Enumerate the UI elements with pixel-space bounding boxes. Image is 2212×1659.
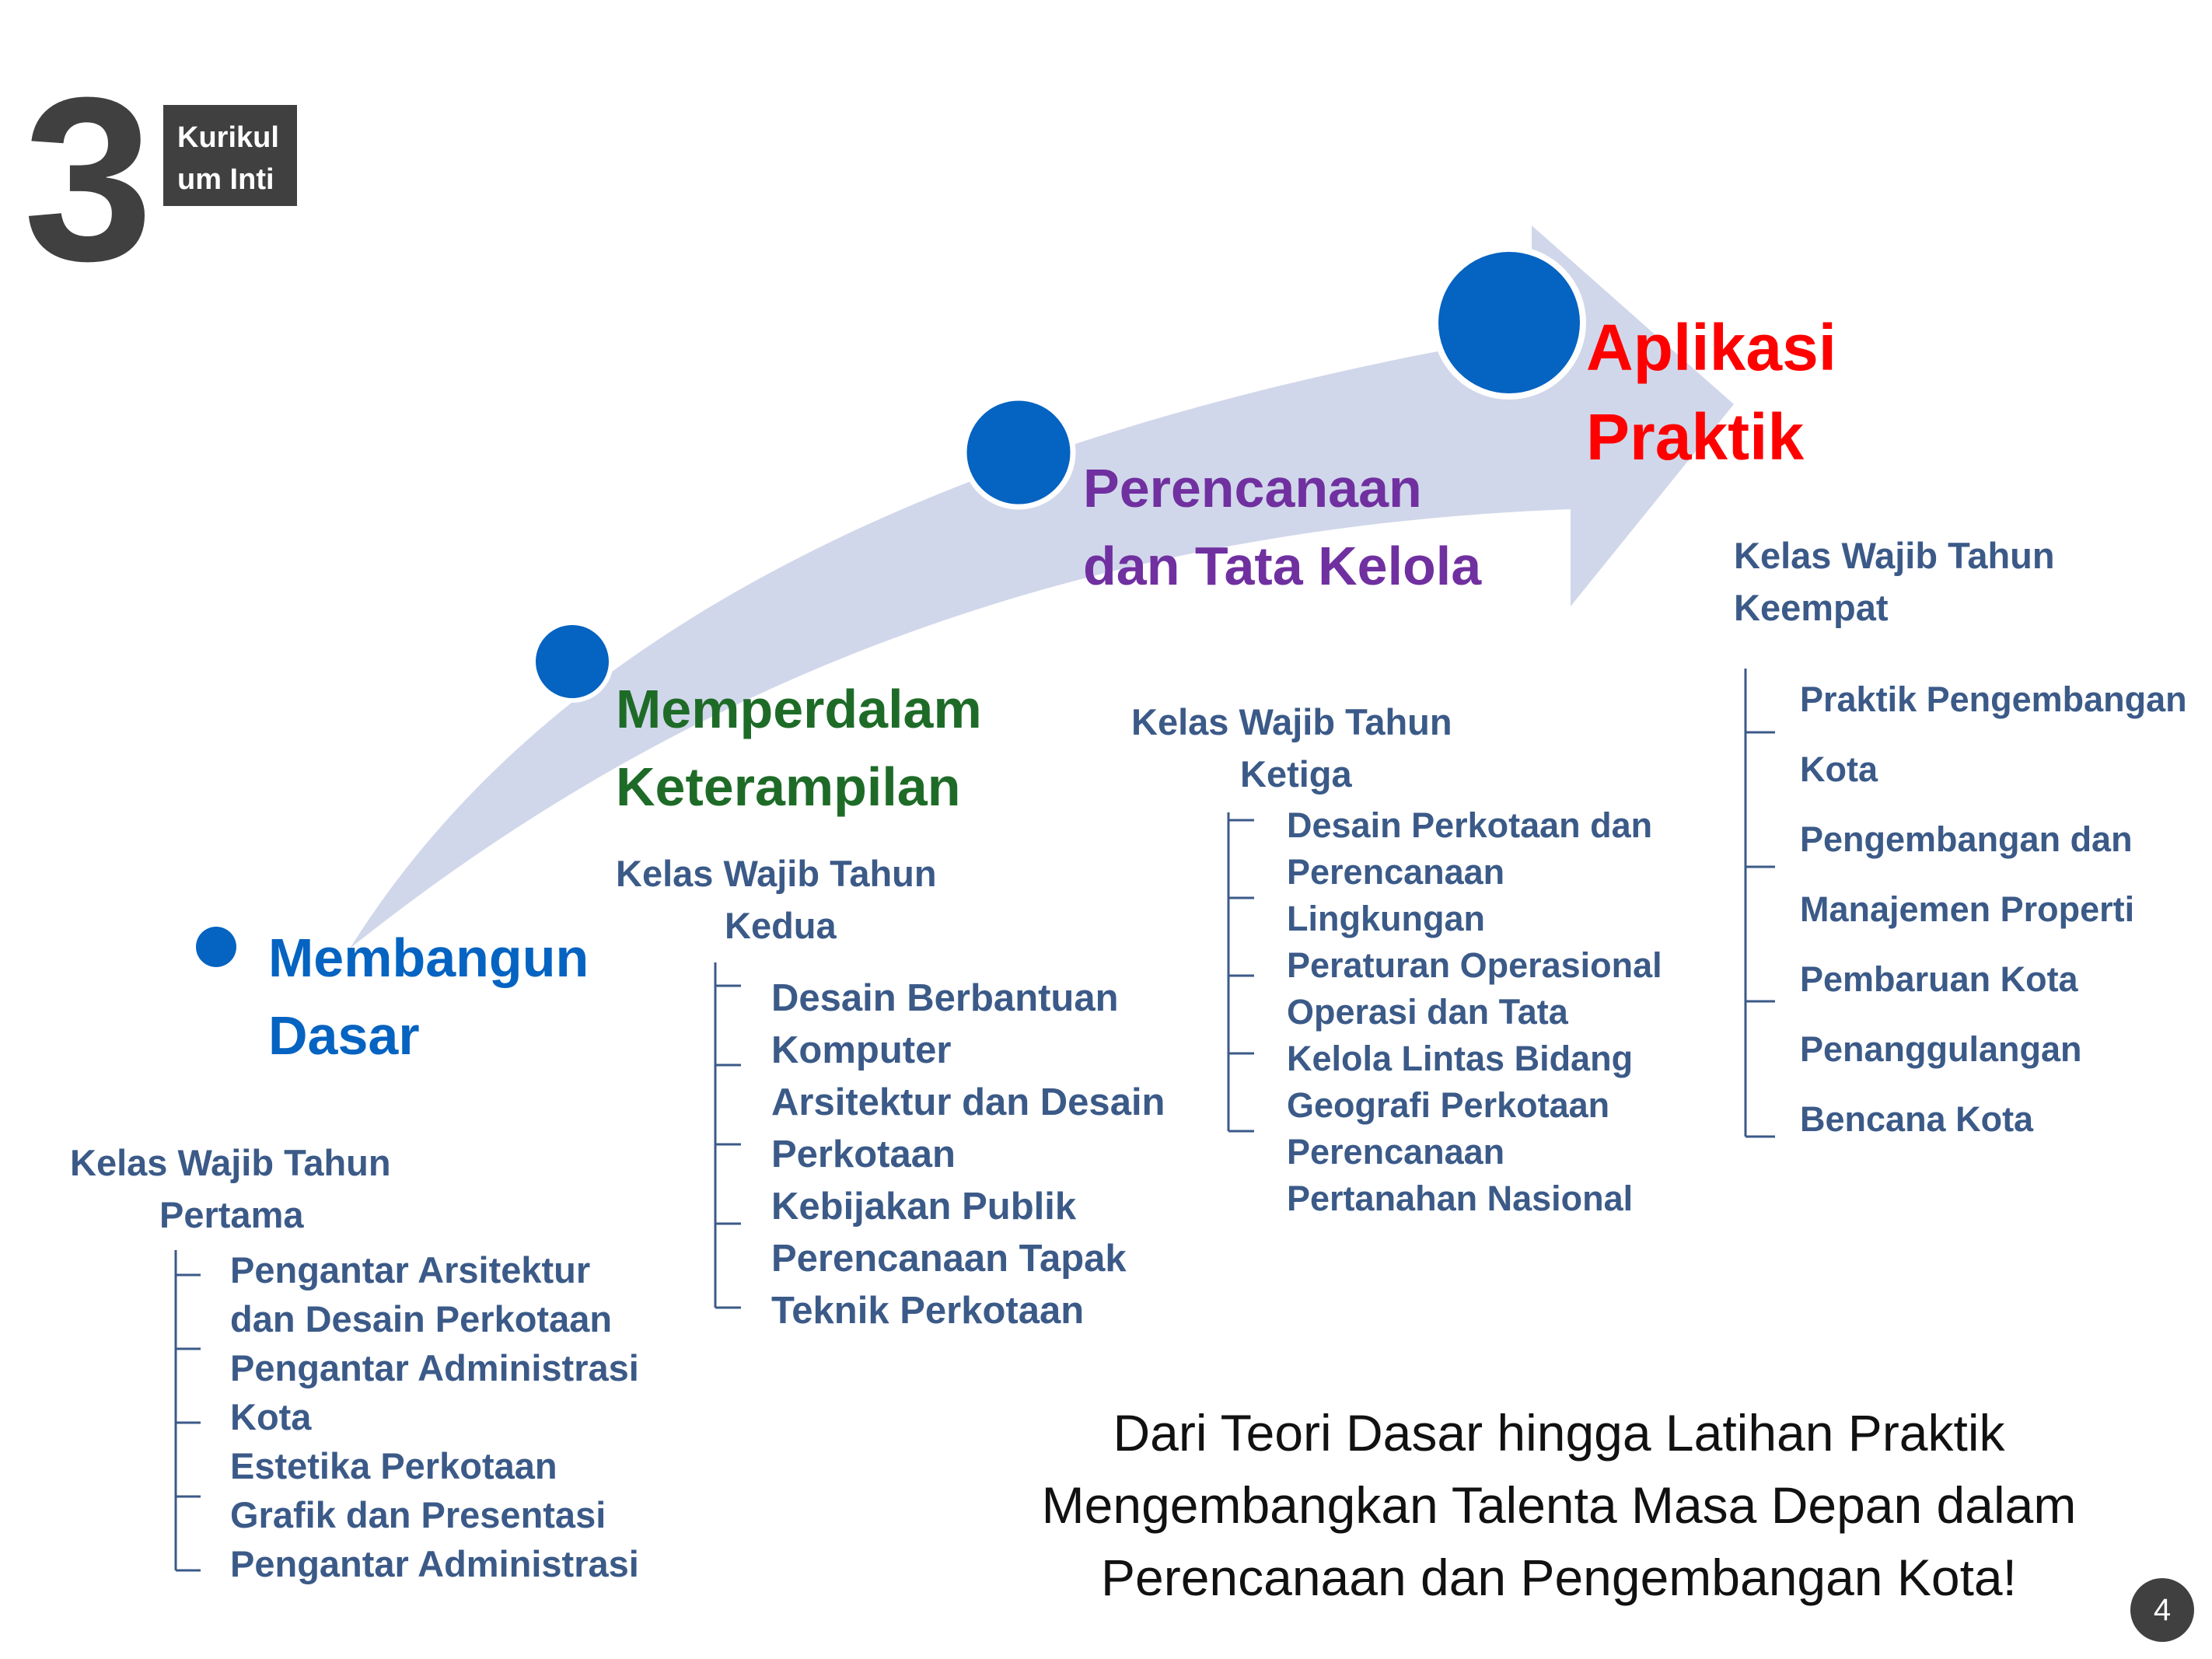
course-item: Teknik Perkotaan — [771, 1290, 1085, 1332]
course-item: Pengantar Administrasi — [230, 1543, 639, 1584]
course-item: Pertanahan Nasional — [1287, 1179, 1634, 1218]
course-item: Desain Perkotaan dan — [1287, 805, 1653, 845]
course-list-1 — [230, 1245, 639, 1588]
tagline-line: Mengembangkan Talenta Masa Depan dalam — [1041, 1476, 2077, 1534]
kelas-label-2 — [616, 847, 937, 952]
course-item: Pengantar Arsitektur — [230, 1249, 591, 1291]
course-item: Kota — [1800, 749, 1878, 789]
stage-node-3 — [964, 398, 1073, 507]
tagline — [964, 1397, 2154, 1614]
stage-title-line: Membangun — [268, 927, 589, 988]
kelas-line: Kelas Wajib Tahun — [1131, 701, 1452, 742]
course-item: Arsitektur dan Desain — [771, 1081, 1165, 1123]
page-number-badge: 4 — [2130, 1578, 2194, 1642]
course-item: Kota — [230, 1396, 312, 1437]
course-item: Geografi Perkotaan — [1287, 1085, 1610, 1125]
course-item: Komputer — [771, 1029, 952, 1071]
section-badge — [163, 105, 297, 206]
stage-title-line: dan Tata Kelola — [1083, 536, 1482, 596]
tagline-line: Dari Teori Dasar hingga Latihan Praktik — [1113, 1404, 2005, 1462]
course-item: Grafik dan Presentasi — [230, 1494, 606, 1535]
course-item: Peraturan Operasional — [1287, 945, 1662, 985]
course-item: Penanggulangan — [1800, 1029, 2082, 1069]
course-item: Bencana Kota — [1800, 1099, 2034, 1139]
course-item: Estetika Perkotaan — [230, 1445, 557, 1486]
course-item: Pengembangan dan — [1800, 819, 2133, 859]
badge-line: um Inti — [177, 163, 274, 196]
stage-title-1 — [268, 919, 589, 1074]
course-item: Perencanaan Tapak — [771, 1238, 1127, 1280]
course-item: Pembaruan Kota — [1800, 959, 2078, 999]
kelas-line: Kelas Wajib Tahun — [70, 1142, 391, 1183]
course-item: Perkotaan — [771, 1133, 956, 1175]
stage-node-1 — [196, 927, 236, 967]
kelas-line: Keempat — [1734, 587, 1889, 628]
course-list-2 — [771, 973, 1165, 1337]
badge-line: Kurikul — [177, 121, 279, 154]
tagline-line: Perencanaan dan Pengembangan Kota! — [1101, 1549, 2017, 1606]
course-item: Lingkungan — [1287, 899, 1485, 938]
stage-title-4 — [1586, 303, 1836, 482]
section-number: 3 — [23, 48, 153, 309]
kelas-line: Ketiga — [1240, 753, 1352, 795]
course-item: Pengantar Administrasi — [230, 1347, 639, 1388]
course-item: Operasi dan Tata — [1287, 992, 1568, 1032]
kelas-line: Kelas Wajib Tahun — [616, 853, 937, 894]
kelas-label-4 — [1734, 529, 2055, 634]
course-item: dan Desain Perkotaan — [230, 1298, 613, 1339]
stage-node-4 — [1435, 249, 1583, 396]
course-item: Perencanaan — [1287, 852, 1505, 892]
stage-title-2 — [616, 670, 982, 826]
course-item: Praktik Pengembangan — [1800, 679, 2187, 719]
stage-title-3 — [1083, 449, 1481, 605]
course-list-3 — [1287, 802, 1662, 1222]
stage-title-line: Keterampilan — [616, 756, 961, 817]
kelas-line: Kelas Wajib Tahun — [1734, 535, 2055, 576]
course-item: Kelola Lintas Bidang — [1287, 1039, 1634, 1078]
stage-title-line: Praktik — [1586, 400, 1805, 473]
kelas-line: Kedua — [725, 905, 837, 946]
course-list-4 — [1800, 665, 2187, 1154]
course-item: Kebijakan Publik — [771, 1186, 1077, 1228]
stage-title-line: Aplikasi — [1586, 311, 1837, 384]
kelas-line: Pertama — [159, 1194, 304, 1235]
kelas-label-1 — [70, 1137, 391, 1241]
stage-node-2 — [533, 623, 611, 700]
kelas-label-3 — [1131, 696, 1452, 800]
stage-title-line: Perencanaan — [1083, 458, 1422, 519]
course-item: Perencanaan — [1287, 1132, 1505, 1172]
stage-title-line: Memperdalam — [616, 679, 982, 739]
course-item: Manajemen Properti — [1800, 889, 2135, 929]
course-item: Desain Berbantuan — [771, 977, 1119, 1019]
stage-title-line: Dasar — [268, 1005, 420, 1066]
